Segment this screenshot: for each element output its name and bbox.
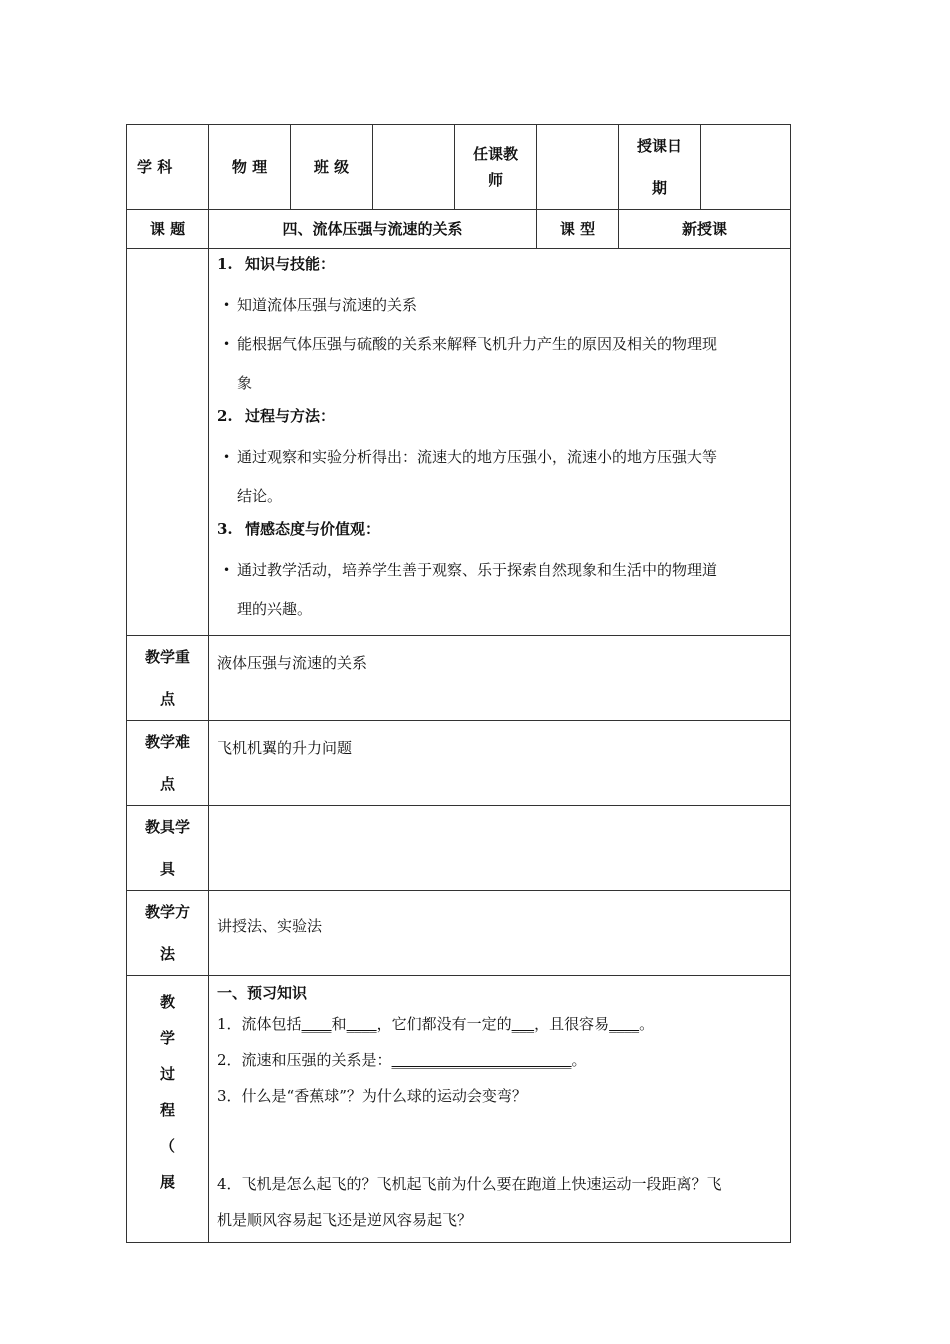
- difficulty-label: 教学难 点: [127, 721, 209, 806]
- class-value: [373, 125, 455, 210]
- question-1: 1．流体包括____和____，它们都没有一定的___，且很容易____。: [217, 1015, 655, 1033]
- question-4: 4．飞机是怎么起飞的？飞机起飞前为什么要在跑道上快速运动一段距离？飞 机是顺风容易起飞还是逆风容易起飞？: [217, 1175, 722, 1229]
- question-2: 2．流速和压强的关系是：________________________。: [217, 1051, 587, 1069]
- tools-value: [209, 806, 791, 891]
- teacher-label: 任课教 师: [455, 125, 537, 210]
- key-point-label: 教学重 点: [127, 636, 209, 721]
- key-point-row: [127, 636, 791, 721]
- tools-label: 教具学 具: [127, 806, 209, 891]
- subject-value: 物 理: [209, 125, 291, 210]
- lesson-plan-table: [126, 124, 791, 1243]
- objective-bullet: • 通过观察和实验分析得出：流速大的地方压强小，流速小的地方压强大等 结论。: [223, 448, 718, 505]
- phase-title: 一、预习知识: [217, 984, 308, 1002]
- date-value: [701, 125, 791, 210]
- type-value: 新授课: [619, 210, 791, 249]
- process-row: [127, 976, 791, 1243]
- process-label: 教 学 过 程 （ 展: [127, 976, 209, 1243]
- objective-bullet: • 通过教学活动，培养学生善于观察、乐于探索自然现象和生活中的物理道 理的兴趣。: [223, 561, 718, 618]
- process-content: [209, 976, 791, 1243]
- class-label: 班 级: [291, 125, 373, 210]
- method-value: 讲授法、实验法: [209, 891, 791, 976]
- topic-row: [127, 210, 791, 249]
- date-label: 授课日 期: [619, 125, 701, 210]
- topic-value: 四、流体压强与流速的关系: [209, 210, 537, 249]
- tools-row: [127, 806, 791, 891]
- method-row: [127, 891, 791, 976]
- method-label: 教学方 法: [127, 891, 209, 976]
- objective-heading: 1. 知识与技能：: [217, 255, 336, 273]
- key-point-value: 液体压强与流速的关系: [209, 636, 791, 721]
- objectives-row: [127, 249, 791, 636]
- objective-bullet: • 能根据气体压强与硫酸的关系来解释飞机升力产生的原因及相关的物理现 象: [223, 335, 718, 392]
- difficulty-row: [127, 721, 791, 806]
- objective-heading: 2. 过程与方法：: [217, 407, 336, 425]
- difficulty-value: 飞机机翼的升力问题: [209, 721, 791, 806]
- objectives-content: [209, 249, 791, 636]
- subject-label: 学 科: [127, 125, 209, 210]
- type-label: 课 型: [537, 210, 619, 249]
- objective-heading: 3. 情感态度与价值观：: [217, 520, 381, 538]
- topic-label: 课 题: [127, 210, 209, 249]
- objective-bullet: • 知道流体压强与流速的关系: [223, 296, 418, 314]
- objectives-label: [127, 249, 209, 636]
- question-3: 3．什么是“香蕉球”？为什么球的运动会变弯？: [217, 1087, 527, 1105]
- header-row: [127, 125, 791, 210]
- teacher-value: [537, 125, 619, 210]
